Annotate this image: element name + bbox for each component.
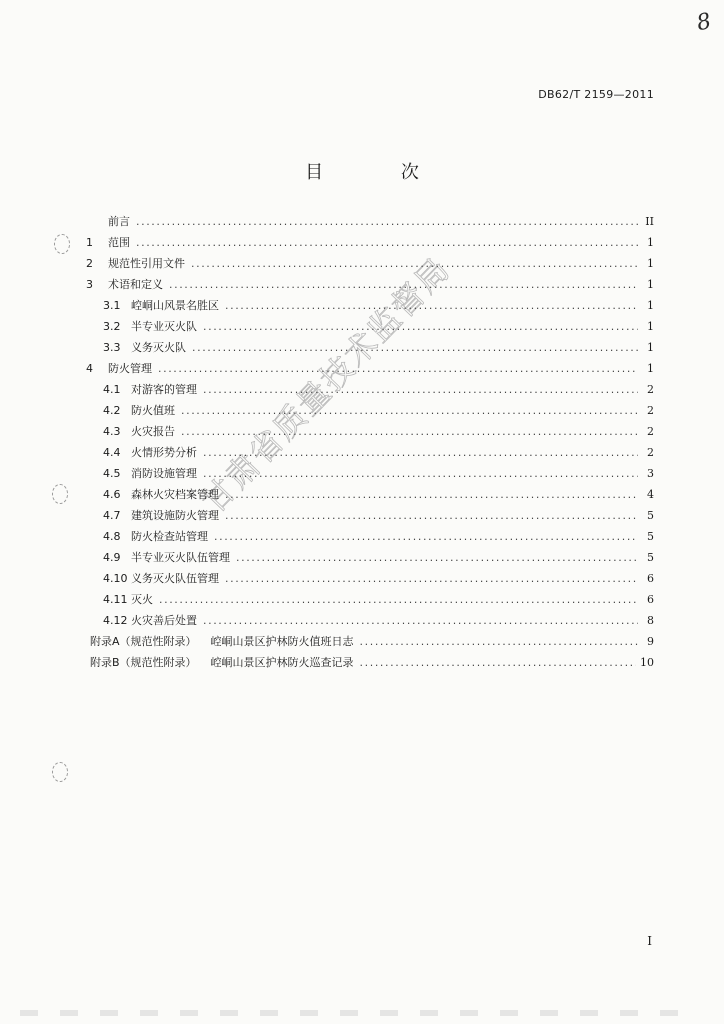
toc-entry-label: 火情形势分析 — [131, 446, 197, 459]
toc-leader-dots — [214, 526, 638, 547]
binding-hole-mark — [52, 762, 68, 782]
toc-entry-label: 建筑设施防火管理 — [131, 509, 219, 522]
toc-leader-dots — [225, 505, 638, 526]
toc-leader-dots — [203, 610, 638, 631]
toc-entry-label: 术语和定义 — [108, 278, 163, 291]
binding-hole-mark — [54, 234, 70, 254]
toc-leader-dots — [169, 274, 638, 295]
toc-entry-label: 消防设施管理 — [131, 467, 197, 480]
toc-entry-number: 4.10 — [103, 572, 128, 585]
toc-leader-dots — [136, 211, 638, 232]
toc-entry-page: II — [645, 215, 654, 228]
toc-entry[interactable] — [86, 400, 654, 421]
toc-leader-dots — [225, 568, 638, 589]
toc-entry-label: 范围 — [108, 236, 130, 249]
toc-entry-page: 2 — [647, 425, 654, 438]
toc-entry-label: 崆峒山景区护林防火巡查记录 — [210, 656, 354, 669]
toc-entry-label: 义务灭火队 — [131, 341, 186, 354]
scan-edge-noise — [20, 1010, 684, 1016]
toc-title: 目 次 — [305, 162, 455, 183]
toc-entry[interactable] — [86, 379, 654, 400]
toc-leader-dots — [225, 484, 638, 505]
toc-entry-label: 规范性引用文件 — [108, 257, 185, 270]
toc-entry[interactable] — [86, 505, 654, 526]
toc-entry-page: 2 — [647, 383, 654, 396]
toc-entry-page: 5 — [647, 509, 654, 522]
toc-entry[interactable] — [86, 232, 654, 253]
toc-entry-page: 6 — [647, 593, 654, 606]
toc-entry[interactable] — [86, 652, 654, 673]
toc-entry-label: 崆峒山风景名胜区 — [131, 299, 219, 312]
toc-entry-page: 5 — [647, 530, 654, 543]
toc-entry[interactable] — [86, 589, 654, 610]
binding-hole-mark — [52, 484, 68, 504]
table-of-contents — [86, 211, 654, 673]
toc-entry-page: 1 — [647, 341, 654, 354]
toc-entry-page: 9 — [647, 635, 654, 648]
toc-entry[interactable] — [86, 316, 654, 337]
toc-entry[interactable] — [86, 610, 654, 631]
toc-entry-page: 5 — [647, 551, 654, 564]
toc-leader-dots — [136, 232, 638, 253]
toc-entry-label: 义务灭火队伍管理 — [131, 572, 219, 585]
toc-entry[interactable] — [86, 337, 654, 358]
toc-entry-number: 4.9 — [103, 551, 121, 564]
toc-entry-label: 前言 — [108, 215, 130, 228]
toc-entry-label: 火灾报告 — [131, 425, 175, 438]
toc-entry-page: 10 — [640, 656, 654, 669]
toc-entry-number: 3.1 — [103, 299, 121, 312]
watermark-text: 甘肃省质量技术监督局 — [194, 249, 458, 521]
toc-entry-label: 半专业灭火队伍管理 — [131, 551, 230, 564]
toc-entry[interactable] — [86, 358, 654, 379]
toc-leader-dots — [203, 442, 638, 463]
toc-entry-number: 4.2 — [103, 404, 121, 417]
toc-entry-page: 1 — [647, 362, 654, 375]
toc-entry-page: 8 — [647, 614, 654, 627]
toc-leader-dots — [191, 253, 638, 274]
toc-entry[interactable] — [86, 631, 654, 652]
toc-entry[interactable] — [86, 442, 654, 463]
toc-entry[interactable] — [86, 547, 654, 568]
toc-entry-page: 1 — [647, 236, 654, 249]
toc-leader-dots — [192, 337, 638, 358]
toc-entry-number: 4.4 — [103, 446, 121, 459]
toc-entry-number: 4.6 — [103, 488, 121, 501]
toc-entry-page: 1 — [647, 299, 654, 312]
toc-leader-dots — [360, 631, 638, 652]
toc-entry-page: 1 — [647, 278, 654, 291]
toc-leader-dots — [158, 358, 638, 379]
page-number: I — [647, 934, 652, 948]
toc-leader-dots — [203, 463, 638, 484]
toc-entry-number: 附录B（规范性附录） — [90, 656, 197, 669]
toc-entry-label: 火灾善后处置 — [131, 614, 197, 627]
toc-entry-number: 4.7 — [103, 509, 121, 522]
toc-entry-number: 2 — [86, 257, 93, 270]
toc-leader-dots — [236, 547, 638, 568]
toc-entry-page: 1 — [647, 257, 654, 270]
toc-entry[interactable] — [86, 421, 654, 442]
toc-entry-label: 对游客的管理 — [131, 383, 197, 396]
toc-entry-number: 附录A（规范性附录） — [90, 635, 197, 648]
toc-leader-dots — [360, 652, 636, 673]
handwritten-page-mark: 8 — [694, 8, 714, 37]
toc-entry-page: 1 — [647, 320, 654, 333]
toc-entry-label: 防火检查站管理 — [131, 530, 208, 543]
toc-leader-dots — [225, 295, 638, 316]
toc-entry-number: 4.3 — [103, 425, 121, 438]
toc-leader-dots — [181, 421, 638, 442]
toc-entry-page: 2 — [647, 446, 654, 459]
toc-entry-label: 半专业灭火队 — [131, 320, 197, 333]
toc-entry-number: 4.8 — [103, 530, 121, 543]
toc-entry-label: 崆峒山景区护林防火值班日志 — [210, 635, 354, 648]
toc-entry[interactable] — [86, 526, 654, 547]
toc-entry[interactable] — [86, 463, 654, 484]
toc-entry-number: 4.12 — [103, 614, 128, 627]
toc-entry-label: 防火管理 — [108, 362, 152, 375]
toc-entry[interactable] — [86, 253, 654, 274]
toc-entry-number: 3 — [86, 278, 93, 291]
toc-leader-dots — [203, 316, 638, 337]
toc-entry[interactable] — [86, 211, 654, 232]
standard-code: DB62/T 2159—2011 — [538, 88, 654, 101]
toc-entry-number: 4.1 — [103, 383, 121, 396]
toc-leader-dots — [181, 400, 638, 421]
toc-entry-number: 3.2 — [103, 320, 121, 333]
toc-entry[interactable] — [86, 274, 654, 295]
toc-entry-number: 1 — [86, 236, 93, 249]
toc-entry-number: 4 — [86, 362, 93, 375]
toc-entry-page: 2 — [647, 404, 654, 417]
toc-entry-number: 4.11 — [103, 593, 128, 606]
toc-entry-page: 3 — [647, 467, 654, 480]
toc-entry-label: 灭火 — [131, 593, 153, 606]
toc-entry[interactable] — [86, 568, 654, 589]
toc-entry-label: 防火值班 — [131, 404, 175, 417]
toc-entry[interactable] — [86, 295, 654, 316]
toc-entry-number: 4.5 — [103, 467, 121, 480]
toc-entry-page: 6 — [647, 572, 654, 585]
toc-entry-number: 3.3 — [103, 341, 121, 354]
toc-leader-dots — [159, 589, 638, 610]
toc-leader-dots — [203, 379, 638, 400]
toc-entry-page: 4 — [647, 488, 654, 501]
toc-entry[interactable] — [86, 484, 654, 505]
toc-entry-label: 森林火灾档案管理 — [131, 488, 219, 501]
